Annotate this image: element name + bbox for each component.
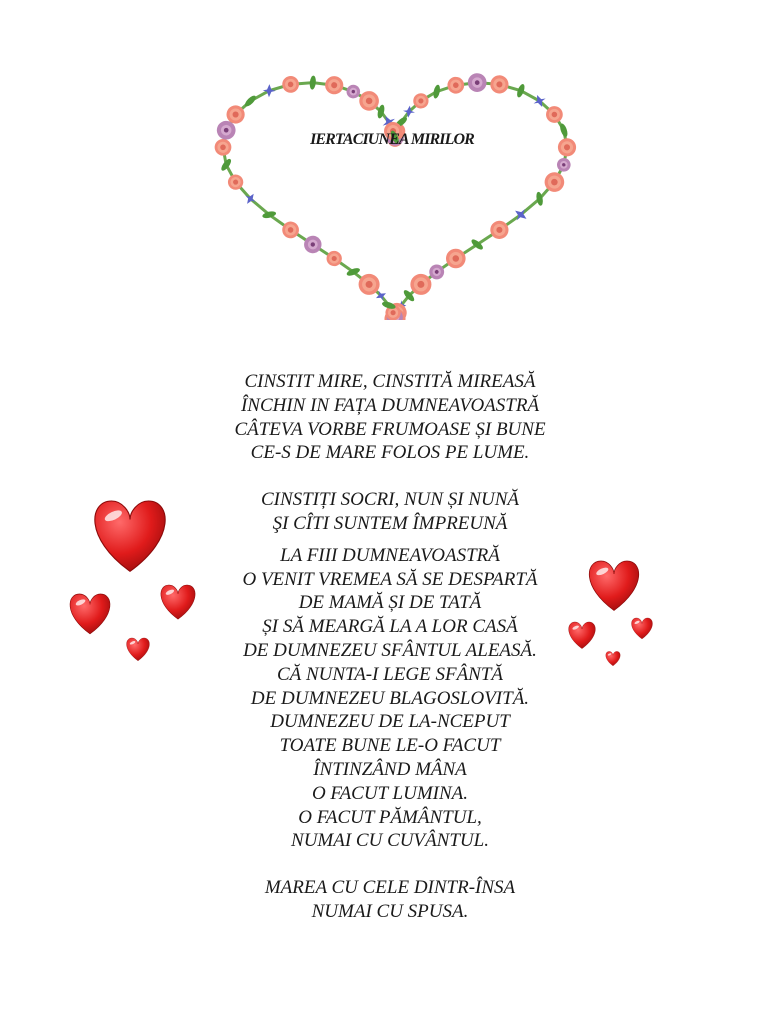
poem-line: TOATE BUNE LE-O FACUT [279, 735, 501, 757]
poem-line: ÎNCHIN IN FAȚA DUMNEAVOASTRĂ [240, 394, 540, 416]
poem-line: O FACUT PĂMÂNTUL, [298, 806, 482, 828]
flower-rose-icon [445, 248, 466, 269]
stanza [134, 370, 646, 465]
poem-line: CĂ NUNTA-I LEGE SFÂNTĂ [276, 663, 504, 685]
poem-line: DE DUMNEZEU BLAGOSLOVITĂ. [250, 687, 530, 709]
poem-line: CÂTEVA VORBE FRUMOASE ȘI BUNE [234, 418, 546, 440]
flower-rose-icon [324, 248, 344, 268]
poem-line: DE DUMNEZEU SFÂNTUL ALEASĂ. [243, 639, 537, 661]
poem-line: O FACUT LUMINA. [311, 782, 469, 804]
flower-rose-icon [279, 219, 302, 242]
poem-line: MAREA CU CELE DINTR-ÎNSA [264, 877, 516, 899]
stanza [134, 544, 646, 853]
flower-purple-icon [466, 71, 489, 94]
flower-rose-icon [214, 138, 232, 156]
poem-line: DUMNEZEU DE LA-NCEPUT [270, 711, 510, 733]
stanza [134, 876, 646, 924]
poem-line: ȘI SĂ MEARGĂ LA A LOR CASĂ [262, 616, 518, 638]
poem-line: LA FIII DUMNEAVOASTRĂ [280, 544, 500, 566]
leaf-icon [309, 75, 316, 90]
page-title: IERTACIUNEA MIRILOR [310, 131, 474, 148]
poem-line: ŞI CÎTI SUNTEM ÎMPREUNĂ [272, 512, 508, 534]
flower-purple-icon [302, 234, 324, 256]
poem-line: NUMAI CU CUVÂNTUL. [291, 830, 489, 852]
leaf-icon [243, 94, 257, 108]
poem-body [134, 370, 646, 924]
flower-rose-icon [444, 74, 467, 97]
poem-line: ÎNTINZÂND MÂNA [313, 758, 467, 780]
poem-line: CINSTIT MIRE, CINSTITĂ MIREASĂ [244, 371, 536, 392]
flower-rose-icon [487, 72, 511, 96]
flower-rose-icon [555, 135, 580, 160]
poem-line: O VENIT VREMEA SĂ SE DESPARTĂ [242, 568, 538, 590]
flower-purple-icon [345, 84, 361, 100]
stanza [134, 488, 646, 536]
poem-line: CE-S DE MARE FOLOS PE LUME. [250, 442, 530, 464]
poem-line: CINSTIȚI SOCRI, NUN ȘI NUNĂ [260, 489, 520, 511]
flower-blue-icon [262, 84, 276, 98]
poem-line: NUMAI CU SPUSA. [311, 900, 469, 922]
poem-line: DE MAMĂ ȘI DE TATĂ [298, 592, 482, 614]
flower-rose-icon [321, 72, 346, 97]
heart-icon [70, 594, 110, 634]
flower-rose-icon [279, 73, 303, 97]
flower-purple-icon [555, 156, 572, 173]
flower-rose-icon [489, 220, 509, 240]
heart-flower-wreath [210, 55, 580, 320]
